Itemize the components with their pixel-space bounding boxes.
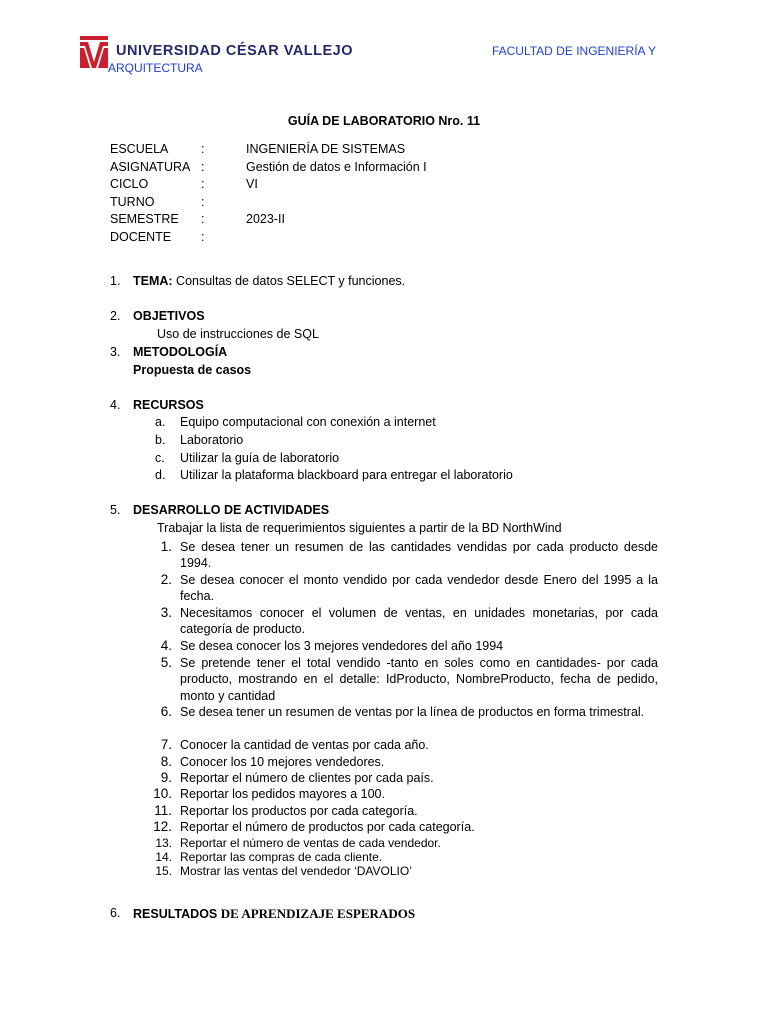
activity-item xyxy=(150,655,658,704)
resultados-label-a: RESULTADOS xyxy=(133,907,221,921)
activity-number: 4. xyxy=(160,638,172,653)
resultados-label-b: DE APRENDIZAJE ESPERADOS xyxy=(220,906,416,921)
list-marker: d. xyxy=(155,468,166,482)
info-colon: : xyxy=(201,177,205,192)
activity-text: Reportar las compras de cada cliente. xyxy=(180,850,383,864)
info-label: CICLO xyxy=(110,177,149,192)
section-heading xyxy=(133,905,415,923)
activity-number: 7. xyxy=(160,737,172,752)
info-value: VI xyxy=(246,177,258,192)
metodologia-text: Propuesta de casos xyxy=(133,363,252,377)
activity-text: Se desea tener un resumen de ventas por la línea de productos en forma trimestral. xyxy=(180,705,645,719)
activity-number: 15. xyxy=(155,864,172,878)
activity-number: 14. xyxy=(155,850,172,864)
activity-number: 6. xyxy=(160,704,172,719)
activity-item xyxy=(150,770,658,786)
activity-number: 11. xyxy=(154,803,172,818)
info-value: INGENIERÍA DE SISTEMAS xyxy=(246,142,406,156)
info-colon: : xyxy=(201,142,205,156)
activity-item xyxy=(150,754,658,770)
activity-text: Reportar los pedidos mayores a 100. xyxy=(180,787,385,801)
info-label: DOCENTE xyxy=(110,229,172,244)
activity-item xyxy=(150,819,658,835)
activity-number: 1. xyxy=(160,539,172,554)
list-marker: c. xyxy=(155,451,165,465)
info-label: ASIGNATURA xyxy=(110,159,191,174)
list-text: Utilizar la plataforma blackboard para entregar el laboratorio xyxy=(180,468,513,482)
tema-label: TEMA: xyxy=(133,274,173,288)
section-number: 4. xyxy=(110,398,121,412)
section-heading: DESARROLLO DE ACTIVIDADES xyxy=(133,503,330,517)
info-value: Gestión de datos e Información I xyxy=(246,159,427,174)
activity-text: Se desea tener un resumen de las cantidades vendidas por cada producto desde 1994. xyxy=(180,540,658,571)
activity-item xyxy=(150,704,658,720)
activity-item xyxy=(150,539,658,572)
activity-number: 2. xyxy=(160,572,172,587)
activity-item xyxy=(150,803,658,819)
activity-text: Reportar el número de clientes por cada país. xyxy=(180,771,434,785)
activity-text: Se desea conocer los 3 mejores vendedores del año 1994 xyxy=(180,639,504,653)
activity-text: Reportar el número de productos por cada categoría. xyxy=(180,820,475,834)
list-text: Utilizar la guía de laboratorio xyxy=(180,451,340,465)
activity-number: 5. xyxy=(160,655,172,670)
info-colon: : xyxy=(201,212,205,227)
info-colon: : xyxy=(201,159,205,174)
info-colon: : xyxy=(201,194,205,209)
section-number: 6. xyxy=(110,906,121,920)
list-marker: b. xyxy=(155,433,166,447)
section-heading: METODOLOGÍA xyxy=(133,345,228,359)
activity-number: 8. xyxy=(160,754,172,769)
activity-text: Reportar los productos por cada categoría. xyxy=(180,804,418,818)
desarrollo-intro: Trabajar la lista de requerimientos siguientes a partir de la BD NorthWind xyxy=(157,521,562,535)
university-name: UNIVERSIDAD CÉSAR VALLEJO xyxy=(116,43,354,59)
info-label: TURNO xyxy=(110,194,155,209)
activity-item xyxy=(150,638,658,654)
activity-text: Reportar el número de ventas de cada vendedor. xyxy=(180,836,441,850)
activity-number: 9. xyxy=(160,770,172,785)
section-number: 3. xyxy=(110,345,121,359)
university-emblem-icon xyxy=(78,34,110,70)
list-text: Equipo computacional con conexión a internet xyxy=(180,415,436,429)
activity-text: Se desea conocer el monto vendido por cada vendedor desde Enero del 1995 a la fecha. xyxy=(180,573,658,604)
faculty-name-line1: FACULTAD DE INGENIERÍA Y xyxy=(491,44,656,58)
activity-number: 3. xyxy=(160,605,172,620)
activity-text: Necesitamos conocer el volumen de ventas, en unidades monetarias, por cada categoría de producto. xyxy=(180,606,658,637)
activity-item xyxy=(150,605,658,638)
activity-text: Conocer los 10 mejores vendedores. xyxy=(180,755,385,769)
section-number: 2. xyxy=(110,309,121,323)
faculty-name-line2: ARQUITECTURA xyxy=(108,61,203,75)
activity-number: 10. xyxy=(153,786,172,801)
section-heading xyxy=(133,273,405,290)
section-heading: RECURSOS xyxy=(133,398,204,412)
activity-item xyxy=(150,863,658,879)
activity-item xyxy=(150,786,658,802)
activity-text: Conocer la cantidad de ventas por cada año. xyxy=(180,738,429,752)
section-heading: OBJETIVOS xyxy=(133,309,205,323)
section-number: 1. xyxy=(110,274,121,288)
activity-item xyxy=(150,572,658,605)
list-marker: a. xyxy=(155,415,166,429)
activity-item xyxy=(150,737,658,753)
info-colon: : xyxy=(201,229,205,244)
objetivos-text: Uso de instrucciones de SQL xyxy=(157,327,319,341)
section-number: 5. xyxy=(110,503,121,517)
info-label: SEMESTRE xyxy=(110,212,179,227)
tema-text: Consultas de datos SELECT y funciones. xyxy=(172,274,406,288)
info-label: ESCUELA xyxy=(110,142,169,156)
activity-number: 12. xyxy=(153,819,172,834)
activity-text: Se pretende tener el total vendido -tanto en soles como en cantidades- por cada producto, mostrando en el detalle: IdProducto, NombreProducto, fecha de pedido, monto y cantidad xyxy=(180,656,658,703)
activity-text: Mostrar las ventas del vendedor ‘DAVOLIO’ xyxy=(180,864,412,878)
activity-number: 13. xyxy=(155,836,172,850)
document-title: GUÍA DE LABORATORIO Nro. 11 xyxy=(287,114,481,128)
info-value: 2023-II xyxy=(246,212,285,227)
list-text: Laboratorio xyxy=(180,433,244,447)
